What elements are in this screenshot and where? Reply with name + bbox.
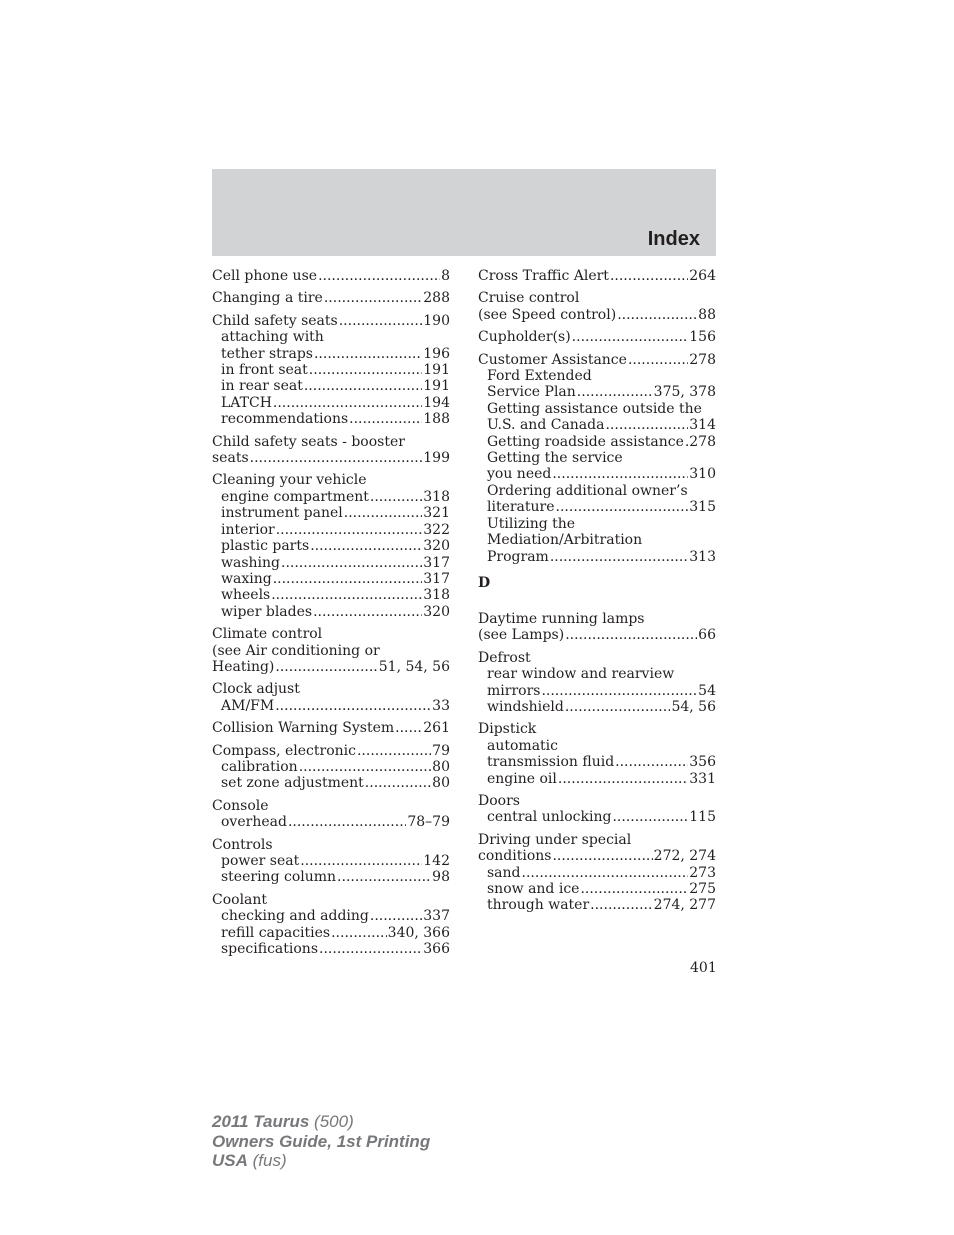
index-entry [478,650,716,716]
entry-page-ref: 288 [423,290,450,307]
entry-term: instrument panel [221,505,343,522]
entry-term: Ordering additional owner’s [487,482,688,499]
entry-term: conditions [478,848,552,865]
entry-page-ref: 375, 378 [653,384,716,401]
index-entry-line [212,659,450,675]
dot-leader [580,881,688,897]
dot-leader [281,555,422,571]
dot-leader [276,522,423,538]
index-entry [212,626,450,675]
entry-term: calibration [221,758,298,775]
index-subentry-line [212,522,450,538]
entry-page-ref: 315 [689,499,716,516]
dot-leader [370,908,422,924]
entry-term: in rear seat [221,378,303,395]
entry-page-ref: 115 [689,809,716,826]
entry-page-ref: 278 [689,433,716,450]
index-subentry-line [478,549,716,565]
entry-term: in front seat [221,362,308,379]
entry-term: Cupholder(s) [478,329,571,346]
entry-page-ref: 194 [423,394,450,411]
entry-page-ref: 79 [432,742,450,759]
entry-term: Getting the service [487,450,623,467]
entry-page-ref: 88 [698,306,716,323]
index-subentry-line [478,683,716,699]
dot-leader [271,587,422,603]
dot-leader [331,925,387,941]
dot-leader [541,683,697,699]
dot-leader [310,538,422,554]
entry-page-ref: 273 [689,864,716,881]
footer-line-1: 2011 Taurus (500) [212,1112,354,1131]
index-subentry-line [478,434,716,450]
index-column-left [212,268,450,963]
page-title: Index [647,228,700,250]
entry-term: snow and ice [487,881,580,897]
dot-leader [605,417,688,433]
index-subentry-line [478,699,716,715]
entry-term: windshield [487,698,564,715]
index-entry-line [478,352,716,368]
index-entry [212,268,450,284]
index-entry-line [212,798,450,814]
dot-leader [610,268,688,284]
entry-term: Doors [478,792,520,809]
dot-leader [250,450,423,466]
index-subentry-line [212,378,450,394]
index-subentry-line [478,666,716,682]
index-subentry-line [478,516,716,532]
dot-leader [612,809,688,825]
entry-page-ref: 317 [423,570,450,587]
section-letter: D [478,574,491,591]
entry-term: Customer Assistance [478,351,627,368]
index-entry-line [212,450,450,466]
entry-page-ref: 337 [423,908,450,925]
dot-leader [318,268,440,284]
dot-leader [565,699,671,715]
dot-leader [275,659,377,675]
index-entry-line [212,837,450,853]
index-entry-line [212,313,450,329]
entry-page-ref: 66 [698,627,716,644]
index-subentry-line [212,925,450,941]
dot-leader [617,307,697,323]
index-entry [478,832,716,914]
entry-term: Cruise control [478,290,580,307]
index-subentry-line [478,450,716,466]
entry-term: checking and adding [221,908,369,925]
index-entry-line [212,892,450,908]
dot-leader [577,384,653,400]
entry-term: automatic [487,737,558,754]
dot-leader [552,848,652,864]
dot-leader [628,352,688,368]
entry-term: Mediation/Arbitration [487,532,643,549]
entry-term: engine oil [487,770,557,787]
entry-term: specifications [221,941,319,958]
dot-leader [365,775,431,791]
entry-term: you need [487,466,552,483]
index-subentry-line [212,604,450,620]
entry-term: Coolant [212,891,268,908]
index-subentry-line [212,538,450,554]
dot-leader [304,378,422,394]
index-entry-line [478,290,716,306]
index-subentry-line [478,738,716,754]
dot-leader [565,627,697,643]
entry-term: Child safety seats [212,312,338,329]
entry-term: Changing a tire [212,290,323,307]
entry-page-ref: 314 [689,417,716,434]
entry-term: Service Plan [487,384,576,401]
index-entry-line [212,643,450,659]
entry-term: Defrost [478,649,531,666]
entry-term: Heating) [212,658,275,675]
entry-term: washing [221,554,280,571]
entry-term: through water [487,897,590,914]
entry-page-ref: 317 [423,554,450,571]
entry-term: set zone adjustment [221,775,364,792]
entry-page-ref: 51, 54, 56 [378,658,450,675]
index-entry [212,290,450,306]
index-entry-line [478,627,716,643]
entry-term: sand [487,864,521,881]
index-entry-line [212,472,450,488]
entry-term: literature [487,499,555,516]
index-entry-line [478,268,716,284]
index-subentry-line [212,775,450,791]
entry-term: plastic parts [221,538,310,555]
dot-leader [339,313,423,329]
dot-leader [313,604,422,620]
index-entry-line [212,290,450,306]
entry-term: refill capacities [221,924,331,941]
entry-term: central unlocking [487,809,612,826]
index-entry-line [478,832,716,848]
index-entry [478,793,716,826]
index-entry [478,352,716,565]
dot-leader [615,754,688,770]
entry-term: interior [221,521,275,538]
index-subentry-line [212,759,450,775]
entry-page-ref: 366 [423,941,450,958]
index-entry [478,721,716,787]
entry-page-ref: 264 [689,268,716,284]
entry-page-ref: 78–79 [407,814,450,831]
index-subentry-line [212,505,450,521]
dot-leader [309,362,422,378]
footer-line-3: USA (fus) [212,1151,287,1170]
entry-page-ref: 8 [441,268,450,284]
index-subentry-line [212,941,450,957]
index-entry-line [478,721,716,737]
entry-page-ref: 191 [423,362,450,379]
entry-page-ref: 54 [698,682,716,699]
index-entry-line [212,626,450,642]
dot-leader [556,499,689,515]
entry-term: power seat [221,853,300,869]
entry-term: Cross Traffic Alert [478,268,609,284]
index-entry-line [478,611,716,627]
entry-term: Dipstick [478,721,537,738]
dot-leader [273,571,423,587]
entry-page-ref: 80 [432,758,450,775]
entry-page-ref: 191 [423,378,450,395]
entry-term: (see Lamps) [478,627,565,644]
dot-leader [273,395,422,411]
entry-page-ref: 188 [423,411,450,428]
entry-page-ref: 33 [432,697,450,714]
entry-page-ref: 142 [423,853,450,869]
entry-term: Collision Warning System [212,720,395,737]
dot-leader [275,698,431,714]
index-entry-line [478,793,716,809]
entry-page-ref: 261 [423,720,450,737]
index-subentry-line [212,587,450,603]
footer [212,1112,430,1171]
index-entry [212,313,450,428]
entry-page-ref: 321 [423,505,450,522]
index-subentry-line [478,865,716,881]
index-entry-line [478,650,716,666]
entry-term: Clock adjust [212,681,300,698]
index-subentry-line [478,368,716,384]
entry-term: wiper blades [221,603,313,620]
index-subentry-line [212,346,450,362]
index-entry [212,434,450,467]
index-entry-line [212,681,450,697]
entry-term: Child safety seats - booster [212,433,405,450]
entry-page-ref: 80 [432,775,450,792]
index-subentry-line [478,384,716,400]
entry-page-ref: 318 [423,488,450,505]
index-subentry-line [212,814,450,830]
entry-page-ref: 275 [689,881,716,897]
entry-page-ref: 313 [689,548,716,565]
entry-term: seats [212,450,249,467]
index-subentry-line [478,809,716,825]
dot-leader [550,549,688,565]
entry-page-ref: 272, 274 [653,848,716,865]
index-subentry-line [212,411,450,427]
entry-term: Ford Extended [487,368,592,385]
entry-term: Utilizing the [487,515,576,532]
entry-term: U.S. and Canada [487,417,605,434]
dot-leader [685,434,688,450]
entry-term: rear window and rearview [487,666,675,683]
index-section-d [478,611,716,914]
index-subentry-line [212,329,450,345]
index-entry [212,837,450,886]
entry-term: attaching with [221,329,324,346]
index-subentry-line [478,499,716,515]
entry-page-ref: 156 [689,329,716,346]
dot-leader [558,771,688,787]
entry-page-ref: 340, 366 [387,924,450,941]
index-subentry-line [478,466,716,482]
index-entry [478,290,716,323]
index-entry-line [212,434,450,450]
index-entry [478,268,716,284]
dot-leader [370,489,422,505]
index-entry-line [212,720,450,736]
entry-page-ref: 322 [423,521,450,538]
dot-leader [552,466,688,482]
entry-term: LATCH [221,394,272,411]
entry-term: Console [212,797,269,814]
dot-leader [300,853,422,869]
index-subentry-line [212,698,450,714]
entry-term: Cell phone use [212,268,318,284]
entry-page-ref: 331 [689,770,716,787]
entry-page-ref: 190 [423,312,450,329]
dot-leader [288,814,406,830]
index-subentry-line [212,395,450,411]
index-entry [478,329,716,345]
entry-term: recommendations [221,411,349,428]
entry-page-ref: 196 [423,345,450,362]
entry-term: steering column [221,869,337,886]
entry-term: transmission fluid [487,754,615,771]
index-subentry-line [212,908,450,924]
entry-page-ref: 54, 56 [671,698,716,715]
entry-page-ref: 274, 277 [653,897,716,914]
entry-term: Driving under special [478,831,632,848]
dot-leader [349,411,422,427]
entry-term: Compass, electronic [212,742,356,759]
index-entry [212,798,450,831]
index-subentry-line [478,897,716,913]
entry-term: waxing [221,570,272,587]
entry-term: Climate control [212,626,323,643]
index-entry [212,720,450,736]
entry-term: Controls [212,836,273,853]
entry-page-ref: 98 [432,869,450,886]
index-entry [212,472,450,620]
index-entry-line [478,329,716,345]
index-subentry-line [478,754,716,770]
index-entry [212,743,450,792]
entry-term: Getting roadside assistance [487,433,684,450]
index-subentry-line [478,532,716,548]
entry-page-ref: 199 [423,450,450,467]
index-entry-line [478,848,716,864]
dot-leader [522,865,689,881]
entry-term: Daytime running lamps [478,610,645,627]
index-subentry-line [478,483,716,499]
entry-page-ref: 320 [423,603,450,620]
dot-leader [299,759,431,775]
entry-term: engine compartment [221,488,369,505]
page-number: 401 [690,960,717,976]
entry-term: AM/FM [221,697,275,714]
dot-leader [395,720,422,736]
index-entry [212,892,450,958]
index-subentry-line [478,771,716,787]
entry-term: (see Air conditioning or [212,642,380,659]
dot-leader [314,346,422,362]
index-subentry-line [478,417,716,433]
entry-page-ref: 318 [423,587,450,604]
index-column-right [478,268,716,920]
footer-line-2: Owners Guide, 1st Printing [212,1131,431,1151]
index-section-c-continued [478,268,716,565]
index-entry-line [478,307,716,323]
index-entry-line [212,743,450,759]
index-subentry-line [212,489,450,505]
entry-term: tether straps [221,345,313,362]
entry-term: Getting assistance outside the [487,400,702,417]
dot-leader [572,329,689,345]
header-band [212,169,716,256]
entry-term: (see Speed control) [478,306,617,323]
index-subentry-line [212,555,450,571]
entry-page-ref: 310 [689,466,716,483]
index-subentry-line [478,881,716,897]
entry-term: overhead [221,814,287,831]
dot-leader [590,897,653,913]
index-entry [478,611,716,644]
dot-leader [357,743,431,759]
index-entry-line [212,268,450,284]
index-subentry-line [478,401,716,417]
index-subentry-line [212,571,450,587]
entry-term: mirrors [487,682,541,699]
entry-page-ref: 320 [423,538,450,555]
entry-term: Cleaning your vehicle [212,472,367,489]
dot-leader [344,505,423,521]
dot-leader [324,290,422,306]
index-subentry-line [212,362,450,378]
entry-term: wheels [221,587,271,604]
dot-leader [337,869,431,885]
entry-term: Program [487,548,549,565]
index-subentry-line [212,853,450,869]
entry-page-ref: 356 [689,754,716,771]
index-entry [212,681,450,714]
dot-leader [319,941,422,957]
entry-page-ref: 278 [689,351,716,368]
index-subentry-line [212,869,450,885]
